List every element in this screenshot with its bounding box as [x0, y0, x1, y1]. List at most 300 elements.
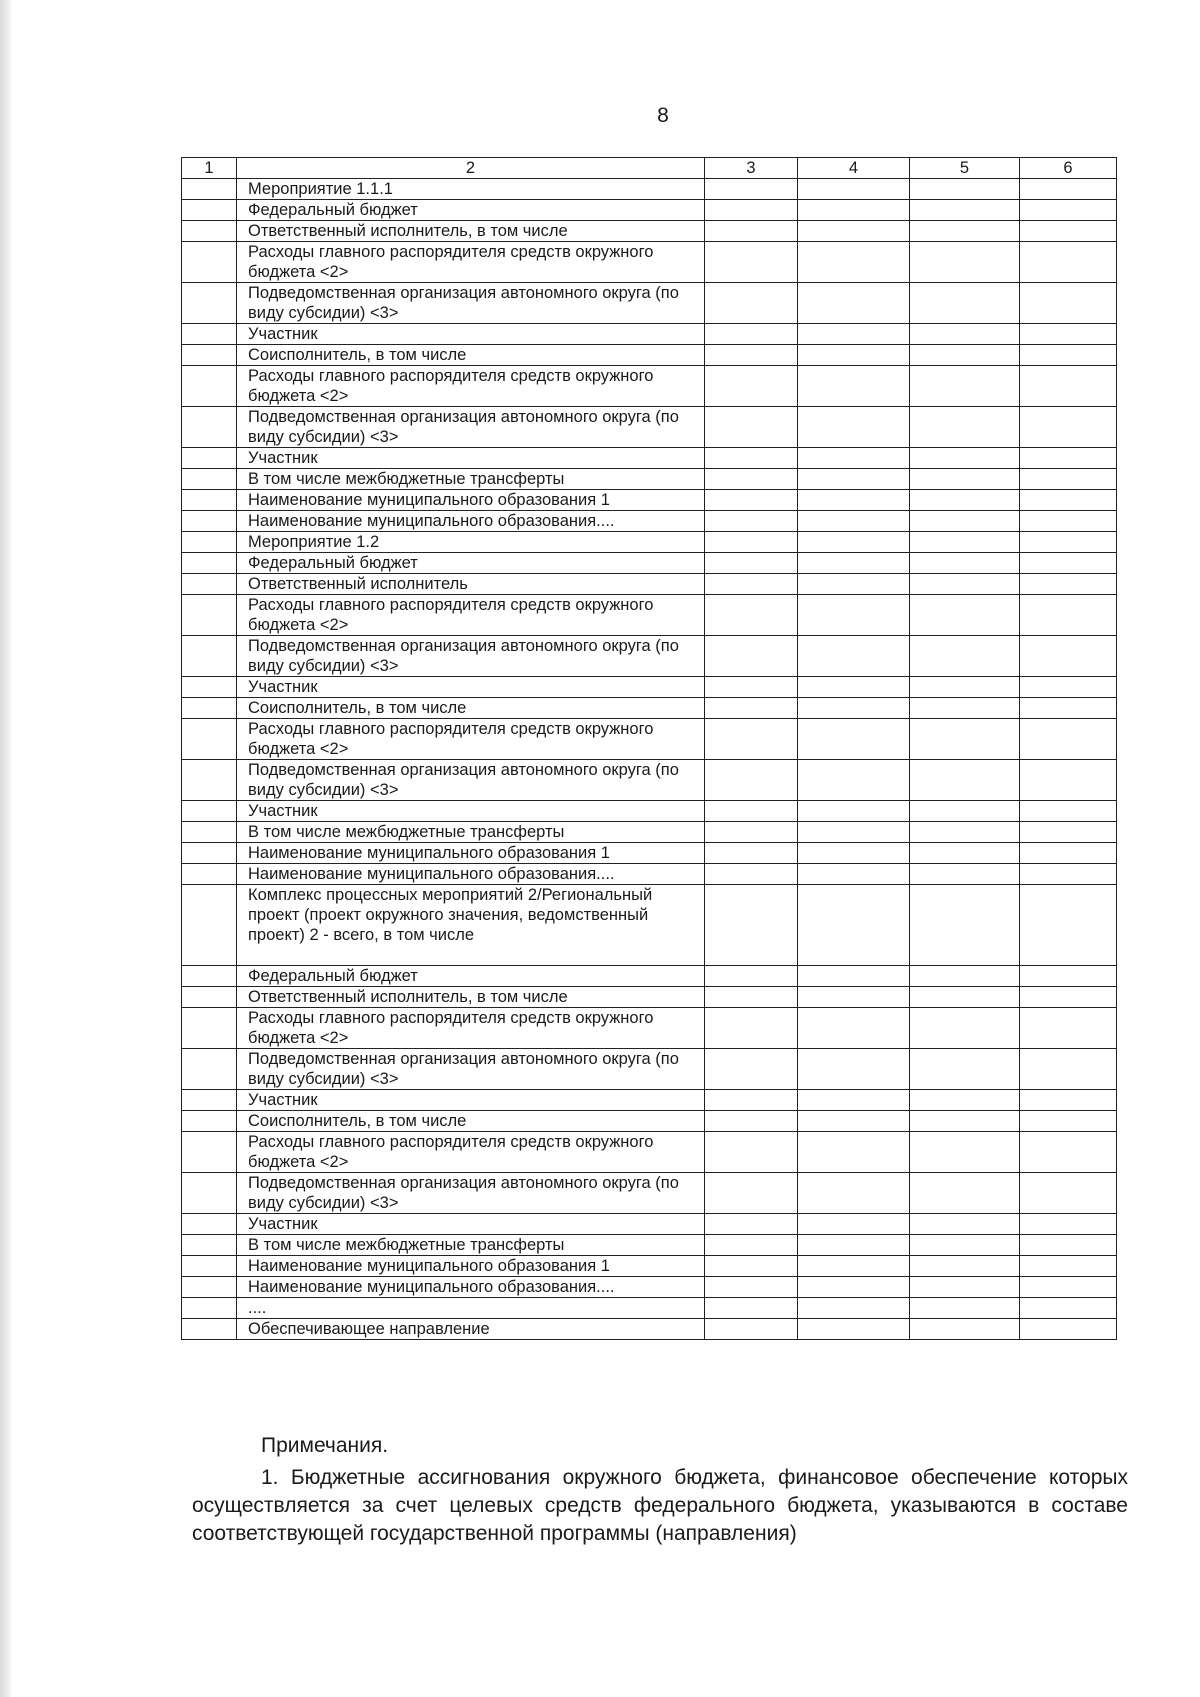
empty-cell: [1020, 574, 1117, 595]
empty-cell: [705, 179, 798, 200]
notes-section: [192, 1432, 1128, 1548]
empty-cell: [1020, 864, 1117, 885]
empty-cell: [798, 595, 910, 636]
empty-cell: [182, 1319, 237, 1340]
empty-cell: [705, 1277, 798, 1298]
row-label: Расходы главного распорядителя средств окружного бюджета <2>: [237, 719, 705, 760]
table-row: [182, 345, 1117, 366]
empty-cell: [182, 448, 237, 469]
empty-cell: [1020, 511, 1117, 532]
empty-cell: [182, 469, 237, 490]
empty-cell: [798, 760, 910, 801]
empty-cell: [798, 574, 910, 595]
empty-cell: [1020, 885, 1117, 966]
row-label: ....: [237, 1298, 705, 1319]
table-row: [182, 469, 1117, 490]
column-header: 6: [1020, 158, 1117, 179]
empty-cell: [182, 1049, 237, 1090]
empty-cell: [798, 242, 910, 283]
table-row: [182, 966, 1117, 987]
notes-title: Примечания.: [261, 1434, 389, 1457]
row-label: Расходы главного распорядителя средств окружного бюджета <2>: [237, 1008, 705, 1049]
empty-cell: [798, 345, 910, 366]
empty-cell: [1020, 966, 1117, 987]
empty-cell: [798, 490, 910, 511]
empty-cell: [798, 698, 910, 719]
empty-cell: [705, 324, 798, 345]
empty-cell: [910, 179, 1020, 200]
empty-cell: [705, 1235, 798, 1256]
empty-cell: [798, 822, 910, 843]
empty-cell: [910, 553, 1020, 574]
empty-cell: [910, 345, 1020, 366]
empty-cell: [705, 595, 798, 636]
empty-cell: [798, 1132, 910, 1173]
empty-cell: [910, 760, 1020, 801]
empty-cell: [910, 469, 1020, 490]
empty-cell: [705, 677, 798, 698]
empty-cell: [182, 221, 237, 242]
row-label: Комплекс процессных мероприятий 2/Региональный проект (проект окружного значения, ведомственный проект) 2 - всего, в том числе: [237, 885, 705, 966]
empty-cell: [182, 283, 237, 324]
empty-cell: [910, 843, 1020, 864]
empty-cell: [1020, 1008, 1117, 1049]
empty-cell: [182, 885, 237, 966]
empty-cell: [182, 677, 237, 698]
row-label: Наименование муниципального образования....: [237, 864, 705, 885]
empty-cell: [705, 407, 798, 448]
empty-cell: [705, 1298, 798, 1319]
table-row: [182, 1111, 1117, 1132]
empty-cell: [910, 200, 1020, 221]
empty-cell: [798, 469, 910, 490]
empty-cell: [705, 987, 798, 1008]
empty-cell: [798, 1277, 910, 1298]
table-row: [182, 636, 1117, 677]
empty-cell: [182, 1256, 237, 1277]
empty-cell: [1020, 987, 1117, 1008]
empty-cell: [798, 987, 910, 1008]
table-row: [182, 553, 1117, 574]
empty-cell: [910, 1008, 1020, 1049]
row-label: Подведомственная организация автономного округа (по виду субсидии) <3>: [237, 1049, 705, 1090]
empty-cell: [182, 1235, 237, 1256]
empty-cell: [910, 448, 1020, 469]
table-row: [182, 595, 1117, 636]
table-row: [182, 1256, 1117, 1277]
empty-cell: [798, 885, 910, 966]
empty-cell: [1020, 200, 1117, 221]
table-row: [182, 760, 1117, 801]
empty-cell: [910, 698, 1020, 719]
row-label: Участник: [237, 324, 705, 345]
empty-cell: [182, 760, 237, 801]
empty-cell: [798, 1256, 910, 1277]
empty-cell: [705, 1319, 798, 1340]
row-label: Мероприятие 1.1.1: [237, 179, 705, 200]
empty-cell: [1020, 1277, 1117, 1298]
empty-cell: [182, 1008, 237, 1049]
table-row: [182, 1319, 1117, 1340]
empty-cell: [798, 1319, 910, 1340]
table-row: [182, 1214, 1117, 1235]
table-row: [182, 283, 1117, 324]
empty-cell: [910, 324, 1020, 345]
empty-cell: [182, 407, 237, 448]
empty-cell: [798, 1049, 910, 1090]
table-row: [182, 987, 1117, 1008]
table-row: [182, 1277, 1117, 1298]
empty-cell: [910, 885, 1020, 966]
empty-cell: [1020, 366, 1117, 407]
empty-cell: [705, 532, 798, 553]
empty-cell: [705, 885, 798, 966]
empty-cell: [1020, 553, 1117, 574]
row-label: Участник: [237, 1214, 705, 1235]
empty-cell: [1020, 448, 1117, 469]
empty-cell: [182, 553, 237, 574]
empty-cell: [705, 1132, 798, 1173]
empty-cell: [798, 719, 910, 760]
row-label: Ответственный исполнитель, в том числе: [237, 987, 705, 1008]
empty-cell: [705, 1049, 798, 1090]
empty-cell: [182, 532, 237, 553]
row-label: Подведомственная организация автономного округа (по виду субсидии) <3>: [237, 636, 705, 677]
empty-cell: [910, 221, 1020, 242]
empty-cell: [910, 532, 1020, 553]
empty-cell: [1020, 1235, 1117, 1256]
empty-cell: [798, 200, 910, 221]
table-row: [182, 179, 1117, 200]
empty-cell: [798, 864, 910, 885]
empty-cell: [1020, 801, 1117, 822]
empty-cell: [910, 283, 1020, 324]
empty-cell: [798, 677, 910, 698]
table-row: [182, 677, 1117, 698]
empty-cell: [798, 366, 910, 407]
row-label: Подведомственная организация автономного округа (по виду субсидии) <3>: [237, 1173, 705, 1214]
table-row: [182, 1049, 1117, 1090]
empty-cell: [182, 574, 237, 595]
empty-cell: [798, 448, 910, 469]
empty-cell: [705, 1214, 798, 1235]
empty-cell: [798, 553, 910, 574]
empty-cell: [705, 448, 798, 469]
row-label: Расходы главного распорядителя средств окружного бюджета <2>: [237, 595, 705, 636]
empty-cell: [182, 595, 237, 636]
row-label: Ответственный исполнитель, в том числе: [237, 221, 705, 242]
table-row: [182, 366, 1117, 407]
empty-cell: [705, 864, 798, 885]
empty-cell: [798, 1008, 910, 1049]
empty-cell: [910, 490, 1020, 511]
column-header: 1: [182, 158, 237, 179]
empty-cell: [1020, 677, 1117, 698]
table-row: [182, 574, 1117, 595]
empty-cell: [1020, 345, 1117, 366]
row-label: Наименование муниципального образования....: [237, 511, 705, 532]
empty-cell: [910, 1173, 1020, 1214]
empty-cell: [798, 966, 910, 987]
empty-cell: [182, 1132, 237, 1173]
empty-cell: [1020, 1173, 1117, 1214]
empty-cell: [1020, 324, 1117, 345]
table-row: [182, 448, 1117, 469]
empty-cell: [182, 822, 237, 843]
empty-cell: [182, 1298, 237, 1319]
empty-cell: [705, 1256, 798, 1277]
empty-cell: [1020, 242, 1117, 283]
row-label: В том числе межбюджетные трансферты: [237, 469, 705, 490]
empty-cell: [182, 1111, 237, 1132]
table-row: [182, 1235, 1117, 1256]
table-row: [182, 1008, 1117, 1049]
row-label: Обеспечивающее направление: [237, 1319, 705, 1340]
empty-cell: [910, 987, 1020, 1008]
empty-cell: [1020, 221, 1117, 242]
empty-cell: [705, 801, 798, 822]
empty-cell: [910, 677, 1020, 698]
row-label: Ответственный исполнитель: [237, 574, 705, 595]
empty-cell: [910, 1132, 1020, 1173]
empty-cell: [1020, 843, 1117, 864]
empty-cell: [798, 1111, 910, 1132]
empty-cell: [1020, 1214, 1117, 1235]
note-item-1: 1. Бюджетные ассигнования окружного бюджета, финансовое обеспечение которых осуществляется за счет целевых средств федерального бюджета, указываются в составе соответствующей государственной программы (направления): [192, 1466, 1128, 1545]
empty-cell: [798, 801, 910, 822]
empty-cell: [1020, 1049, 1117, 1090]
page-number: 8: [657, 104, 669, 127]
empty-cell: [798, 324, 910, 345]
empty-cell: [705, 1111, 798, 1132]
empty-cell: [910, 1111, 1020, 1132]
row-label: Подведомственная организация автономного округа (по виду субсидии) <3>: [237, 407, 705, 448]
empty-cell: [705, 1090, 798, 1111]
empty-cell: [910, 1319, 1020, 1340]
row-label: Федеральный бюджет: [237, 553, 705, 574]
empty-cell: [705, 966, 798, 987]
empty-cell: [910, 595, 1020, 636]
empty-cell: [798, 636, 910, 677]
row-label: Наименование муниципального образования....: [237, 1277, 705, 1298]
empty-cell: [705, 553, 798, 574]
empty-cell: [1020, 719, 1117, 760]
empty-cell: [705, 490, 798, 511]
row-label: Наименование муниципального образования 1: [237, 490, 705, 511]
empty-cell: [1020, 760, 1117, 801]
row-label: Подведомственная организация автономного округа (по виду субсидии) <3>: [237, 283, 705, 324]
table-row: [182, 843, 1117, 864]
empty-cell: [182, 242, 237, 283]
empty-cell: [705, 1008, 798, 1049]
table-header-row: [182, 158, 1117, 179]
empty-cell: [1020, 179, 1117, 200]
empty-cell: [910, 636, 1020, 677]
table-row: [182, 324, 1117, 345]
empty-cell: [798, 843, 910, 864]
table-body: [182, 158, 1117, 1340]
empty-cell: [798, 221, 910, 242]
empty-cell: [705, 636, 798, 677]
empty-cell: [182, 511, 237, 532]
budget-table: [181, 157, 1117, 1340]
empty-cell: [182, 636, 237, 677]
table-row: [182, 221, 1117, 242]
table-row: [182, 242, 1117, 283]
empty-cell: [182, 345, 237, 366]
table-row: [182, 1090, 1117, 1111]
table-row: [182, 885, 1117, 966]
table-row: [182, 200, 1117, 221]
table-row: [182, 1132, 1117, 1173]
empty-cell: [910, 511, 1020, 532]
empty-cell: [910, 864, 1020, 885]
row-label: Расходы главного распорядителя средств окружного бюджета <2>: [237, 242, 705, 283]
empty-cell: [910, 574, 1020, 595]
empty-cell: [910, 242, 1020, 283]
empty-cell: [1020, 1111, 1117, 1132]
empty-cell: [910, 1277, 1020, 1298]
empty-cell: [182, 324, 237, 345]
empty-cell: [1020, 636, 1117, 677]
empty-cell: [182, 1277, 237, 1298]
empty-cell: [798, 1214, 910, 1235]
empty-cell: [1020, 1256, 1117, 1277]
empty-cell: [182, 698, 237, 719]
empty-cell: [798, 407, 910, 448]
empty-cell: [910, 1235, 1020, 1256]
empty-cell: [910, 1049, 1020, 1090]
empty-cell: [910, 407, 1020, 448]
empty-cell: [705, 345, 798, 366]
table-row: [182, 719, 1117, 760]
empty-cell: [705, 283, 798, 324]
empty-cell: [1020, 698, 1117, 719]
empty-cell: [1020, 1132, 1117, 1173]
row-label: Расходы главного распорядителя средств окружного бюджета <2>: [237, 1132, 705, 1173]
empty-cell: [910, 966, 1020, 987]
table-row: [182, 1173, 1117, 1214]
empty-cell: [1020, 1298, 1117, 1319]
empty-cell: [705, 511, 798, 532]
row-label: Наименование муниципального образования 1: [237, 843, 705, 864]
empty-cell: [705, 719, 798, 760]
empty-cell: [1020, 532, 1117, 553]
row-label: Федеральный бюджет: [237, 200, 705, 221]
empty-cell: [182, 490, 237, 511]
row-label: Участник: [237, 677, 705, 698]
empty-cell: [182, 801, 237, 822]
empty-cell: [910, 822, 1020, 843]
column-header: 2: [237, 158, 705, 179]
table-row: [182, 511, 1117, 532]
empty-cell: [1020, 407, 1117, 448]
empty-cell: [705, 822, 798, 843]
empty-cell: [182, 1090, 237, 1111]
empty-cell: [182, 719, 237, 760]
empty-cell: [910, 801, 1020, 822]
empty-cell: [798, 179, 910, 200]
row-label: Федеральный бюджет: [237, 966, 705, 987]
empty-cell: [910, 366, 1020, 407]
row-label: Наименование муниципального образования 1: [237, 1256, 705, 1277]
empty-cell: [705, 574, 798, 595]
empty-cell: [705, 221, 798, 242]
row-label: Расходы главного распорядителя средств окружного бюджета <2>: [237, 366, 705, 407]
row-label: Соисполнитель, в том числе: [237, 698, 705, 719]
empty-cell: [182, 200, 237, 221]
empty-cell: [798, 1173, 910, 1214]
empty-cell: [1020, 283, 1117, 324]
empty-cell: [182, 987, 237, 1008]
empty-cell: [182, 1214, 237, 1235]
empty-cell: [182, 864, 237, 885]
scan-edge: [0, 0, 12, 1697]
empty-cell: [705, 200, 798, 221]
empty-cell: [798, 532, 910, 553]
row-label: Мероприятие 1.2: [237, 532, 705, 553]
row-label: Соисполнитель, в том числе: [237, 1111, 705, 1132]
table-row: [182, 532, 1117, 553]
table-row: [182, 822, 1117, 843]
empty-cell: [1020, 1090, 1117, 1111]
row-label: Соисполнитель, в том числе: [237, 345, 705, 366]
empty-cell: [798, 1090, 910, 1111]
table-row: [182, 407, 1117, 448]
empty-cell: [182, 843, 237, 864]
empty-cell: [910, 1256, 1020, 1277]
empty-cell: [705, 366, 798, 407]
empty-cell: [705, 242, 798, 283]
row-label: Подведомственная организация автономного округа (по виду субсидии) <3>: [237, 760, 705, 801]
empty-cell: [182, 179, 237, 200]
empty-cell: [705, 698, 798, 719]
empty-cell: [705, 843, 798, 864]
table-row: [182, 864, 1117, 885]
empty-cell: [798, 1298, 910, 1319]
empty-cell: [1020, 490, 1117, 511]
empty-cell: [1020, 595, 1117, 636]
empty-cell: [705, 469, 798, 490]
empty-cell: [182, 966, 237, 987]
row-label: Участник: [237, 801, 705, 822]
empty-cell: [798, 1235, 910, 1256]
empty-cell: [182, 366, 237, 407]
column-header: 4: [798, 158, 910, 179]
column-header: 3: [705, 158, 798, 179]
empty-cell: [798, 283, 910, 324]
table-row: [182, 698, 1117, 719]
table-row: [182, 801, 1117, 822]
empty-cell: [798, 511, 910, 532]
empty-cell: [1020, 1319, 1117, 1340]
empty-cell: [910, 719, 1020, 760]
row-label: Участник: [237, 448, 705, 469]
empty-cell: [182, 1173, 237, 1214]
empty-cell: [1020, 469, 1117, 490]
column-header: 5: [910, 158, 1020, 179]
empty-cell: [910, 1298, 1020, 1319]
empty-cell: [1020, 822, 1117, 843]
row-label: В том числе межбюджетные трансферты: [237, 1235, 705, 1256]
table-row: [182, 1298, 1117, 1319]
row-label: В том числе межбюджетные трансферты: [237, 822, 705, 843]
row-label: Участник: [237, 1090, 705, 1111]
empty-cell: [705, 760, 798, 801]
empty-cell: [910, 1090, 1020, 1111]
empty-cell: [705, 1173, 798, 1214]
table-row: [182, 490, 1117, 511]
